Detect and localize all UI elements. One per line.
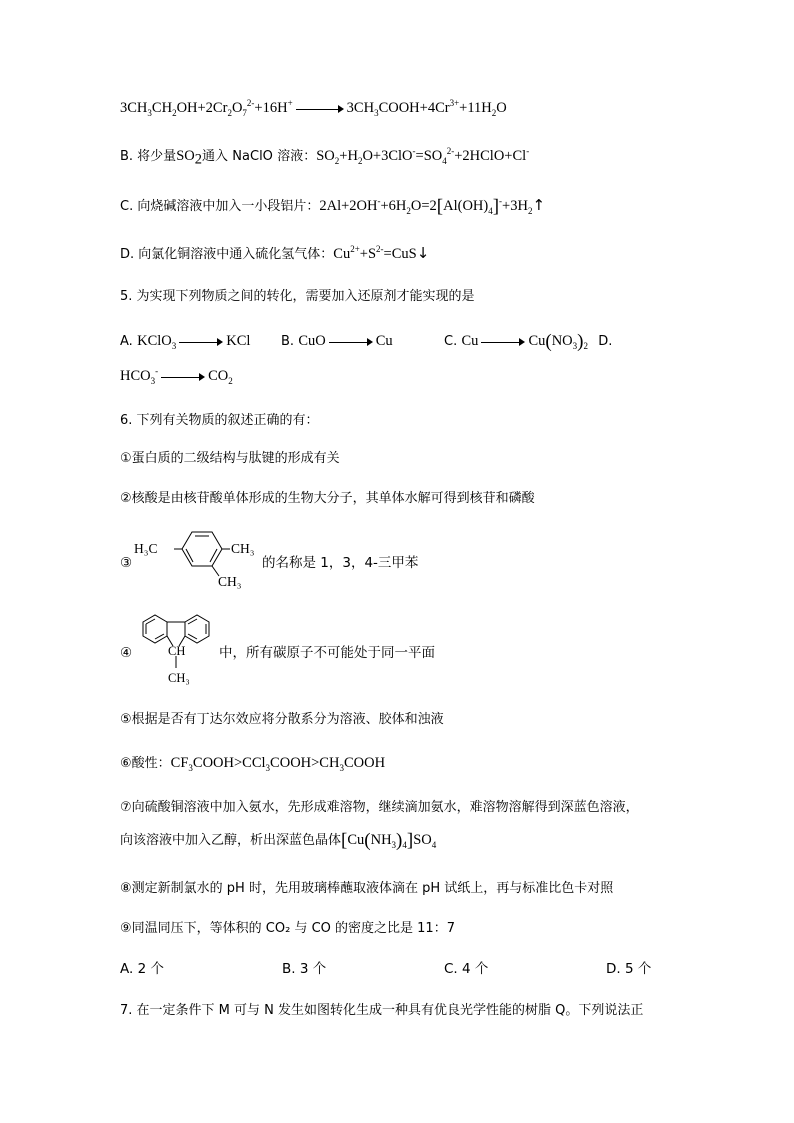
q6-statement-7a: ⑦向硫酸铜溶液中加入氨水，先形成难溶物，继续滴加氨水，难溶物溶解得到深蓝色溶液， <box>120 800 639 815</box>
q5-option-a: A. KClO$_3$ KCl <box>120 333 251 351</box>
q6-option-a: A. 2 个 <box>120 961 164 977</box>
q6-option-b: B. 3 个 <box>282 961 327 977</box>
q6-statement-8: ⑧测定新制氯水的 pH 时，先用玻璃棒蘸取液体滴在 pH 试纸上，再与标准比色卡对照 <box>120 881 614 896</box>
ch-label: CH <box>168 644 186 658</box>
h3c-label: H₃C <box>134 541 158 556</box>
reaction-arrow <box>161 372 205 382</box>
reaction-arrow <box>329 337 373 347</box>
option-c-line: C. 向烧碱溶液中加入一小段铝片：$2Al+2OH^-+6H_2O=2[Al(OH)_4]^-+3H_2↑$ <box>120 196 546 217</box>
q6-statement-5: ⑤根据是否有丁达尔效应将分散系分为溶液、胶体和浊液 <box>120 712 444 727</box>
methylfluorene-structure <box>131 612 221 688</box>
q6-statement-4-number: ④ <box>120 645 133 661</box>
q6-statement-6: ⑥酸性：$CF_3COOH>CCl_3COOH>CH_3COOH$ <box>120 755 386 773</box>
q6-statement-9: ⑨同温同压下，等体积的 CO₂ 与 CO 的密度之比是 11：7 <box>120 921 455 936</box>
option-d-line: D. 向氯化铜溶液中通入硫化氢气体：$Cu^{2+}+S^{2-}=CuS↓$ <box>120 244 430 262</box>
q5-option-b: B. CuO Cu <box>281 333 393 349</box>
q6-statement-2: ②核酸是由核苷酸单体形成的生物大分子，其单体水解可得到核苷和磷酸 <box>120 491 535 506</box>
ch3-label: CH₃ <box>168 671 190 685</box>
q6-option-c: C. 4 个 <box>444 961 489 977</box>
ch3-label: CH₃ <box>231 541 255 556</box>
reaction-arrow <box>296 104 344 114</box>
q6-option-d: D. 5 个 <box>606 961 652 977</box>
q6-statement-7b: 向该溶液中加入乙醇，析出深蓝色晶体$[Cu(NH_3)_4]SO_4$ <box>120 830 437 851</box>
reaction-equation-ethanol: $3CH_3CH_2OH+2Cr_2O_7^{2-}+16H^+$ $3CH_3COOH+4Cr^{3+}+11H_2O$ <box>120 98 507 118</box>
question-5-stem: 5. 为实现下列物质之间的转化，需要加入还原剂才能实现的是 <box>120 289 475 304</box>
trimethylbenzene-structure <box>134 524 262 590</box>
reaction-arrow <box>179 337 223 347</box>
question-7-stem: 7. 在一定条件下 M 可与 N 发生如图转化生成一种具有优良光学性能的树脂 Q。下列说法正 <box>120 1003 644 1018</box>
option-b-line: B. 将少量$SO_2$通入 NaClO 溶液：$SO_2+H_2O+3ClO^-=SO_4^{2-}+2HClO+Cl^-$ <box>120 146 530 168</box>
q6-statement-3-text: 的名称是 1，3，4-三甲苯 <box>262 555 419 571</box>
q5-option-d: $HCO_3^-$ $CO_2$ <box>120 366 233 386</box>
question-6-stem: 6. 下列有关物质的叙述正确的有： <box>120 413 319 428</box>
ch3-label: CH₃ <box>218 574 242 589</box>
reaction-arrow <box>481 337 525 347</box>
q6-statement-1: ①蛋白质的二级结构与肽键的形成有关 <box>120 451 340 466</box>
q6-statement-4-text: 中，所有碳原子不可能处于同一平面 <box>219 645 435 661</box>
q5-option-c: C. Cu $Cu(NO_3)_2$ D. <box>444 331 613 352</box>
q6-statement-3-number: ③ <box>120 555 133 571</box>
